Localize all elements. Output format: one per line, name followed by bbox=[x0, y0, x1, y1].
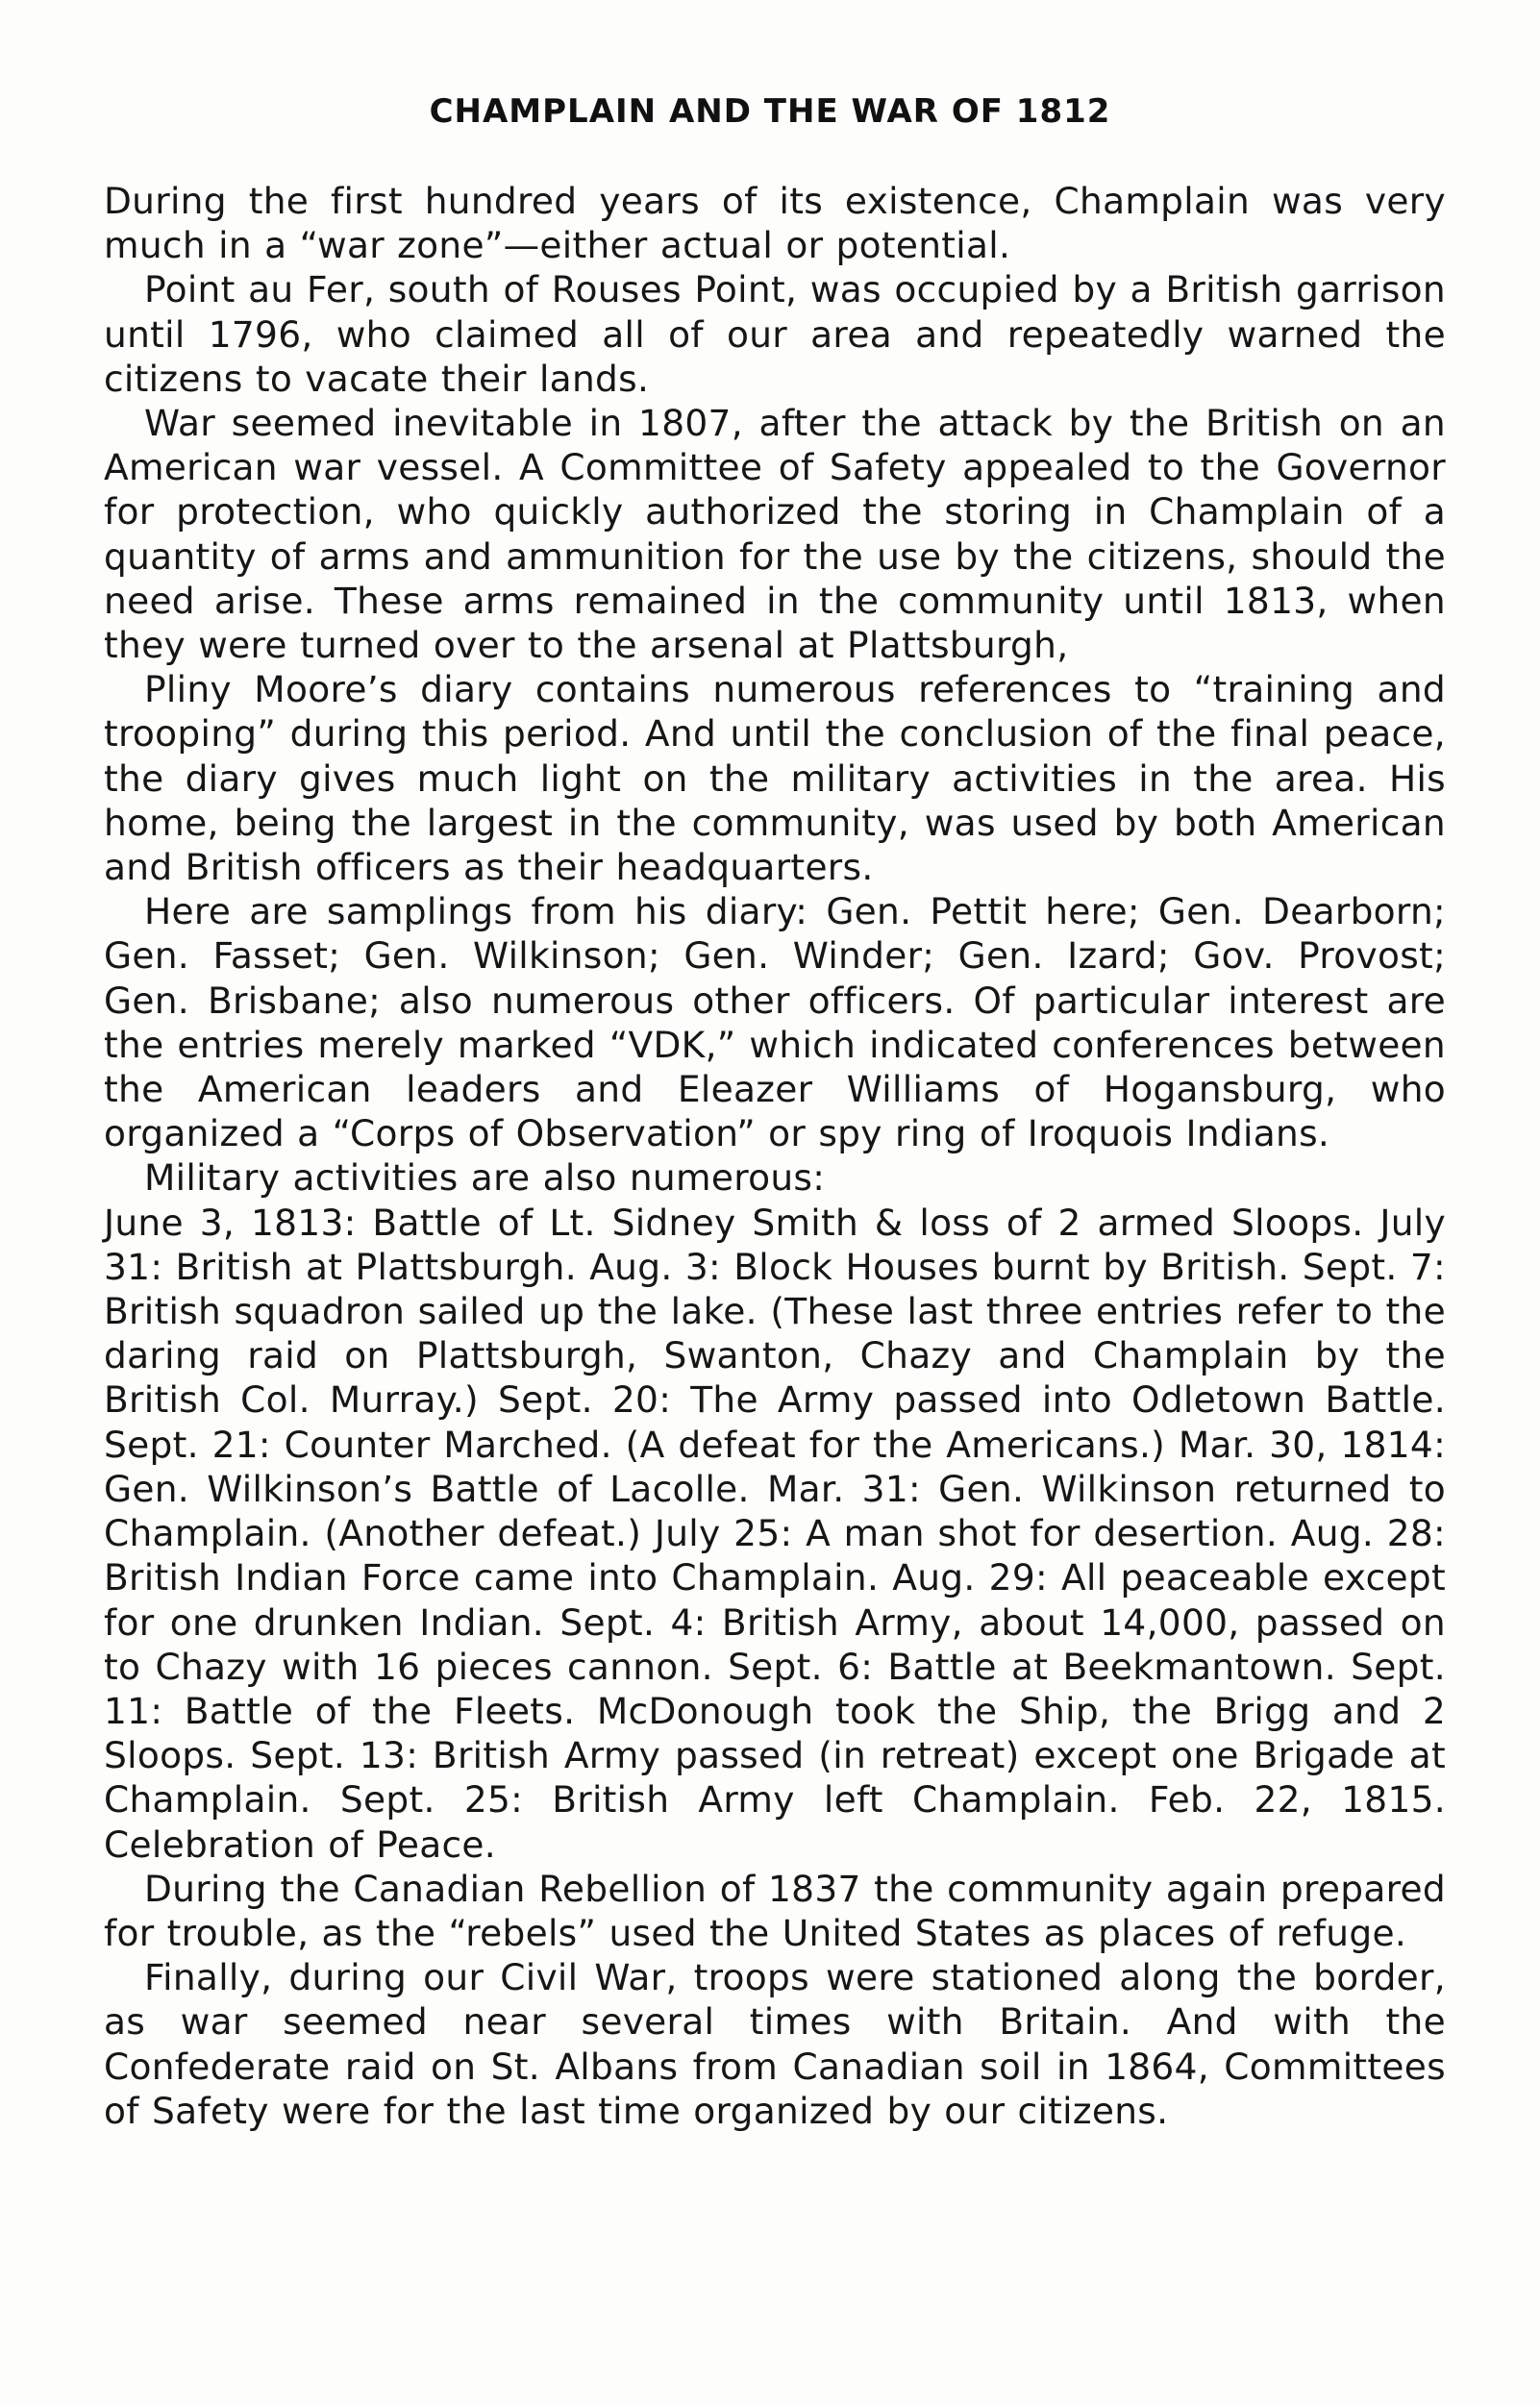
paragraph-intro: During the first hundred years of its existence, Champlain was very much in a “war zone”—either actual or potential. bbox=[104, 180, 1446, 267]
paragraph-civil-war: Finally, during our Civil War, troops were stationed along the border, as war seemed near several times with Britain. And with the Confederate raid on St. Albans from Canadian soil in 1864, Committees of Safety were for the last time organized by our citizens. bbox=[104, 1956, 1446, 2132]
paragraph-point-au-fer: Point au Fer, south of Rouses Point, was occupied by a British garrison until 1796, who claimed all of our area and repeatedly warned the citizens to vacate their lands. bbox=[104, 268, 1446, 400]
paragraph-military-activities-heading: Military activities are also numerous: bbox=[144, 1156, 826, 1200]
article-body bbox=[104, 179, 1446, 2133]
paragraph-pliny-moore-diary: Pliny Moore’s diary contains numerous references to “training and trooping” during this period. And until the conclusion of the final peace, the diary gives much light on the military activities in the area. His home, being the largest in the community, was used by both American and British officers as their headquarters. bbox=[104, 668, 1446, 889]
page-title: CHAMPLAIN AND THE WAR OF 1812 bbox=[429, 92, 1111, 131]
paragraph-canadian-rebellion: During the Canadian Rebellion of 1837 the community again prepared for trouble, as the “rebels” used the United States as places of refuge. bbox=[104, 1867, 1446, 1954]
paragraph-diary-samplings: Here are samplings from his diary: Gen. Pettit here; Gen. Dearborn; Gen. Fasset; Gen. Wilkinson; Gen. Winder; Gen. Izard; Gov. Provost; Gen. Brisbane; also numerous other officers. Of particular interest are the entries merely marked “VDK,” which indicated conferences between the American leaders and Eleazer Williams of Hogansburg, who organized a “Corps of Observation” or spy ring of Iroquois Indians. bbox=[104, 890, 1446, 1155]
paragraph-war-1807: War seemed inevitable in 1807, after the attack by the British on an American war vessel. A Committee of Safety appealed to the Governor for protection, who quickly authorized the storing in Champlain of a quantity of arms and ammunition for the use by the citizens, should the need arise. These arms remained in the community until 1813, when they were turned over to the arsenal at Plattsburgh, bbox=[104, 402, 1446, 667]
paragraph-military-chronology: June 3, 1813: Battle of Lt. Sidney Smith & loss of 2 armed Sloops. July 31: British at Plattsburgh. Aug. 3: Block Houses burnt by British. Sept. 7: British squadron sailed up the lake. (These last three entries refer to the daring raid on Plattsburgh, Swanton, Chazy and Champlain by the British Col. Murray.) Sept. 20: The Army passed into Odletown Battle. Sept. 21: Counter Marched. (A defeat for the Americans.) Mar. 30, 1814: Gen. Wilkinson’s Battle of Lacolle. Mar. 31: Gen. Wilkinson returned to Champlain. (Another defeat.) July 25: A man shot for desertion. Aug. 28: British Indian Force came into Champlain. Aug. 29: All peaceable except for one drunken Indian. Sept. 4: British Army, about 14,000, passed on to Chazy with 16 pieces cannon. Sept. 6: Battle at Beekmantown. Sept. 11: Battle of the Fleets. McDonough took the Ship, the Brigg and 2 Sloops. Sept. 13: British Army passed (in retreat) except one Brigade at Champlain. Sept. 25: British Army left Champlain. Feb. 22, 1815. Celebration of Peace. bbox=[104, 1201, 1446, 1866]
